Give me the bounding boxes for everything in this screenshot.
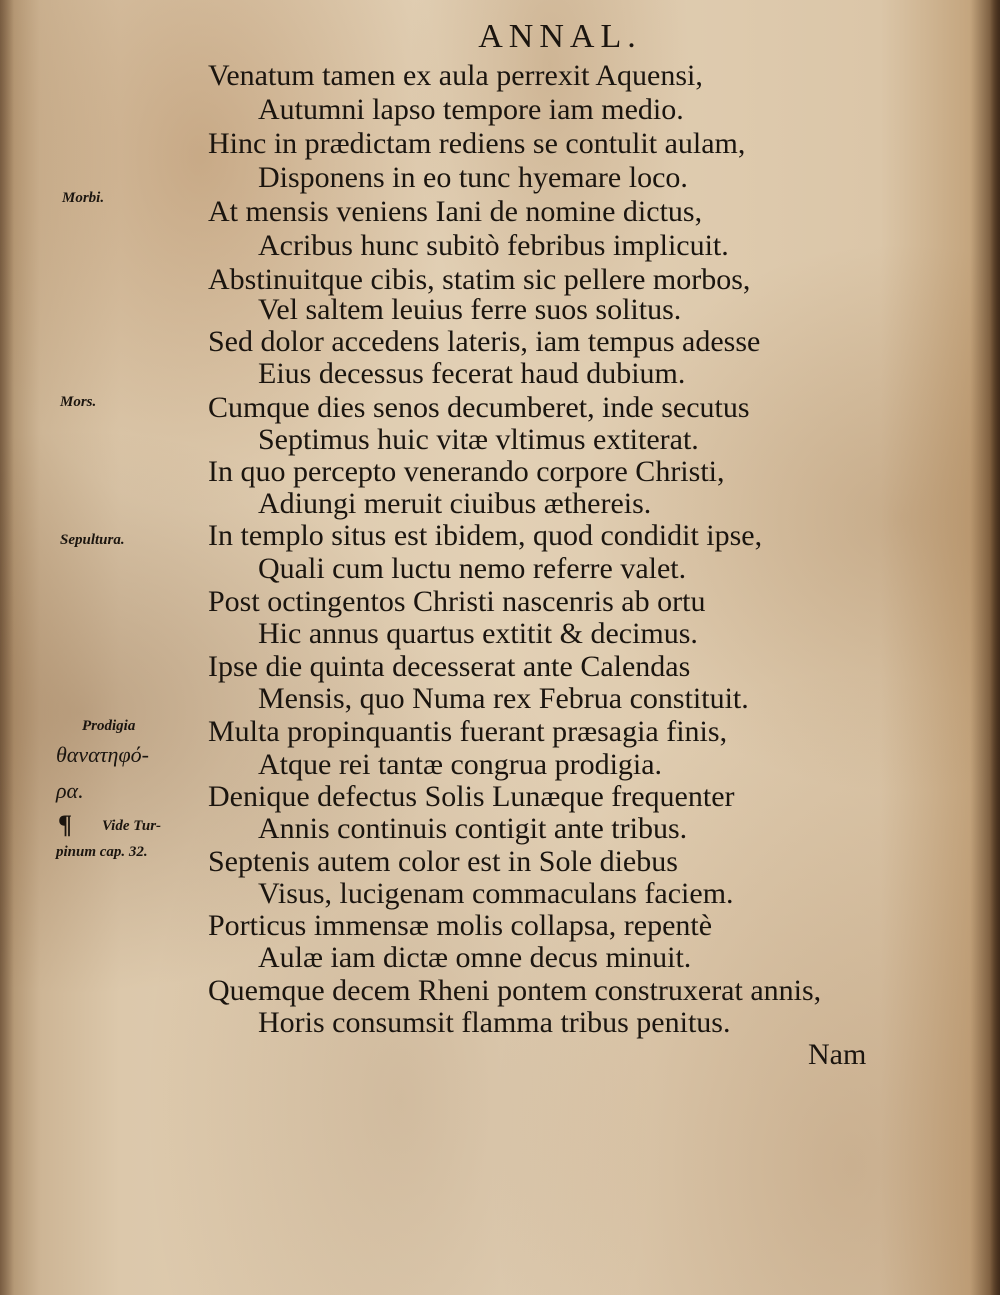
verse-line: Quali cum luctu nemo referre valet. xyxy=(258,552,687,585)
margin-note-sepultura: Sepultura. xyxy=(60,532,125,548)
verse-line: Denique defectus Solis Lunæque frequenter xyxy=(208,780,735,813)
margin-note-mors: Mors. xyxy=(60,394,97,410)
verse-line: Venatum tamen ex aula perrexit Aquensi, xyxy=(208,59,703,92)
verse-line: Septimus huic vitæ vltimus extiterat. xyxy=(258,423,699,456)
page-gutter-shadow xyxy=(0,0,14,1295)
verse-line: Porticus immensæ molis collapsa, repentè xyxy=(208,909,713,942)
margin-note-prodigia: Prodigia xyxy=(82,718,136,734)
verse-line: Adiungi meruit ciuibus æthereis. xyxy=(258,487,652,520)
margin-note-greek-end: ρα. xyxy=(56,778,84,803)
verse-line: Hic annus quartus extitit & decimus. xyxy=(258,617,698,650)
verse-line: Abstinuitque cibis, statim sic pellere morbos, xyxy=(208,263,751,296)
verse-line: Autumni lapso tempore iam medio. xyxy=(258,93,684,126)
verse-line: Mensis, quo Numa rex Februa constituit. xyxy=(258,682,749,715)
verse-line: Quemque decem Rheni pontem construxerat annis, xyxy=(208,974,822,1007)
pilcrow-mark: ¶ xyxy=(58,810,73,839)
verse-line: In templo situs est ibidem, quod condidit ipse, xyxy=(208,519,763,552)
catchword: Nam xyxy=(808,1038,867,1071)
verse-line: Cumque dies senos decumberet, inde secutus xyxy=(208,391,750,424)
verse-line: Atque rei tantæ congrua prodigia. xyxy=(258,748,663,781)
running-title: ANNAL. xyxy=(478,18,642,55)
verse-line: At mensis veniens Iani de nomine dictus, xyxy=(208,195,703,228)
margin-note-vide-ref: pinum cap. 32. xyxy=(56,844,148,860)
verse-line: Acribus hunc subitò febribus implicuit. xyxy=(258,229,729,262)
margin-note-morbi: Morbi. xyxy=(62,190,105,206)
verse-line: Aulæ iam dictæ omne decus minuit. xyxy=(258,941,692,974)
verse-line: Disponens in eo tunc hyemare loco. xyxy=(258,161,688,194)
margin-note-greek: θανατηφό- xyxy=(56,742,149,767)
verse-line: In quo percepto venerando corpore Christi, xyxy=(208,455,725,488)
verse-line: Annis continuis contigit ante tribus. xyxy=(258,812,688,845)
verse-line: Hinc in prædictam rediens se contulit aulam, xyxy=(208,127,746,160)
verse-line: Sed dolor accedens lateris, iam tempus adesse xyxy=(208,325,761,358)
verse-line: Multa propinquantis fuerant præsagia finis, xyxy=(208,715,728,748)
verse-line: Ipse die quinta decesserat ante Calendas xyxy=(208,650,691,683)
verse-line: Eius decessus fecerat haud dubium. xyxy=(258,357,686,390)
margin-note-vide: Vide Tur- xyxy=(102,818,162,834)
verse-line: Horis consumsit flamma tribus penitus. xyxy=(258,1006,731,1039)
verse-line: Visus, lucigenam commaculans faciem. xyxy=(258,877,734,910)
verse-line: Septenis autem color est in Sole diebus xyxy=(208,845,678,878)
verse-line: Vel saltem leuius ferre suos solitus. xyxy=(258,293,682,326)
verse-line: Post octingentos Christi nascenris ab ortu xyxy=(208,585,706,618)
page-edge-shadow xyxy=(990,0,1000,1295)
